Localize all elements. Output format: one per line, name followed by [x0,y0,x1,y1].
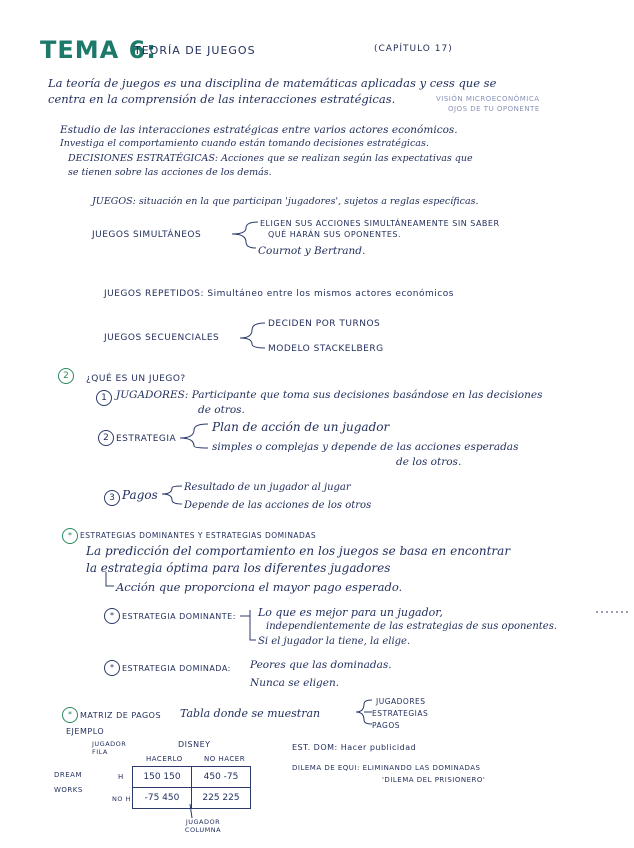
simultaneos-line-a1: ELIGEN SUS ACCIONES SIMULTÁNEAMENTE SIN SABER [260,219,500,228]
estrategias-line-1: La predicción del comportamiento en los juegos se basa en encontrar [86,544,511,558]
matriz-bullet: * [62,707,78,723]
intro-line-2: centra en la comprensión de las interacciones estratégicas. [48,92,396,106]
brace-secuenciales-b [240,338,265,348]
col-1-label: HACERLO [146,755,183,763]
arrow-accion [106,572,114,586]
brace-secuenciales-a [240,323,265,338]
brace-pagos-b [162,494,182,504]
pagos-b: Depende de las acciones de los otros [184,500,372,511]
pagos-label: Pagos [122,488,158,502]
estrategia-number: 2 [98,430,114,446]
dominante-3: Si el jugador la tiene, la elige. [258,636,411,647]
dominada-label: ESTRATEGIA DOMINADA: [122,664,231,673]
dominada-2: Nunca se eligen. [250,677,340,689]
estrategia-b-2: de los otros. [396,456,462,468]
dominada-bullet: * [104,660,120,676]
dominante-label: ESTRATEGIA DOMINANTE: [122,612,236,621]
secuenciales-a: DECIDEN POR TURNOS [268,319,381,329]
decisiones-estrategicas-2: se tienen sobre las acciones de los demás. [68,167,272,178]
pagos-a: Resultado de un jugador al jugar [184,482,351,493]
simultaneos-line-a2: QUÉ HARÁN SUS OPONENTES. [268,230,402,239]
matriz-note-1: EST. DOM: Hacer publicidad [292,743,417,752]
section-2-number: 2 [58,368,74,384]
brace-pagos-a [162,486,182,494]
matriz-list-3: PAGOS [372,721,401,730]
estrategia-label: ESTRATEGIA [116,434,177,444]
row-player-2: WORKS [54,786,83,794]
matriz-list-1: JUGADORES [376,697,426,706]
matriz-note-2: DILEMA DE EQUI: ELIMINANDO LAS DOMINADAS [292,764,481,772]
juegos-simultaneos-label: JUEGOS SIMULTÁNEOS [92,230,202,240]
matriz-list-2: ESTRATEGIAS [372,709,429,718]
row-player-1: DREAM [54,771,83,779]
row-nh-label: NO H [112,795,131,803]
col-2-label: NO HACER [204,755,246,763]
payoff-cell: 450 -75 [192,767,251,788]
brace-simultaneos-b [232,234,256,248]
brace-simultaneos-a [232,222,258,234]
juegos-secuenciales-label: JUEGOS SECUENCIALES [104,333,220,343]
bullet-2: Investiga el comportamiento cuando están tomando decisiones estratégicas. [60,138,429,149]
matriz-note-3: 'DILEMA DEL PRISIONERO' [382,776,486,784]
secuenciales-b: MODELO STACKELBERG [268,344,384,354]
dominante-bullet: * [104,608,120,624]
payoff-cell: -75 450 [133,788,192,809]
matriz-label: MATRIZ DE PAGOS [80,711,162,720]
row-h-label: H [118,773,124,781]
estrategia-a: Plan de acción de un jugador [212,420,390,434]
brace-dominante [240,610,256,640]
arrow-columna [190,804,192,818]
estrategias-heading: ESTRATEGIAS DOMINANTES Y ESTRATEGIAS DOMINADAS [80,531,317,540]
section-2-question: ¿QUÉ ES UN JUEGO? [86,374,186,384]
decisiones-estrategicas: DECISIONES ESTRATÉGICAS: Acciones que se realizan según las expectativas que [68,153,473,164]
jugador-fila-label: JUGADOR FILA [92,740,127,756]
intro-note-2: OJOS DE TU OPONENTE [448,105,540,113]
intro-note-1: VISIÓN MICROECONÓMICA [436,95,540,103]
dominante-2: independientemente de las estrategias de sus oponentes. [266,621,558,632]
brace-estrategia-a [180,424,208,438]
intro-line-1: La teoría de juegos es una disciplina de matemáticas aplicadas y cess que se [48,76,497,90]
brace-matriz [356,700,372,724]
jugadores-def-2: de otros. [198,404,245,416]
juegos-repetidos: JUEGOS REPETIDOS: Simultáneo entre los mismos actores económicos [104,289,454,299]
juegos-definition: JUEGOS: situación en la que participan 'jugadores', sujetos a reglas específicas. [92,196,479,207]
dominante-1: Lo que es mejor para un jugador, [258,606,443,619]
disney-label: DISNEY [178,740,211,749]
estrategias-line-2: la estrategia óptima para los diferentes jugadores [86,561,391,575]
estrategias-bullet: * [62,528,78,544]
estrategias-line-3: Acción que proporciona el mayor pago esperado. [116,580,403,594]
dominada-1: Peores que las dominadas. [250,659,392,671]
page-subtitle: TEORÍA DE JUEGOS [134,44,256,57]
payoff-cell: 150 150 [133,767,192,788]
ejemplo-label: EJEMPLO [66,727,105,736]
simultaneos-line-b: Cournot y Bertrand. [258,245,366,257]
jugador-columna-label: JUGADOR COLUMNA [184,818,222,834]
pagos-number: 3 [104,490,120,506]
brace-estrategia-b [180,438,208,448]
chapter-reference: (CAPÍTULO 17) [374,44,453,54]
page-title: TEMA 6: [40,36,157,64]
jugadores-def: JUGADORES: Participante que toma sus decisiones basándose en las decisiones [116,389,543,401]
estrategia-b: simples o complejas y depende de las acciones esperadas [212,441,519,453]
payoff-cell: 225 225 [192,788,251,809]
bullet-1: Estudio de las interacciones estratégicas entre varios actores económicos. [60,124,458,136]
jugadores-number: 1 [96,390,112,406]
matriz-desc: Tabla donde se muestran [180,707,321,720]
